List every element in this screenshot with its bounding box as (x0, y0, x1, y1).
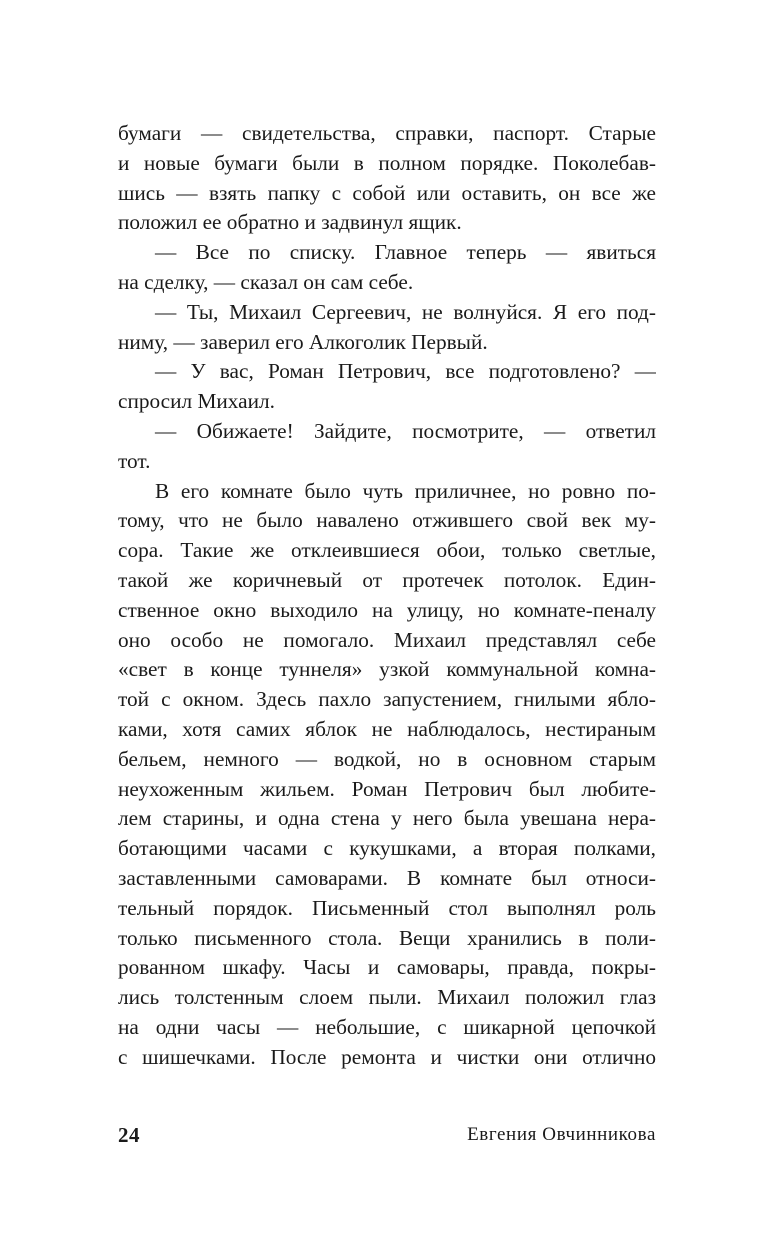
text-line: оно особо не помогало. Михаил представлял себе (118, 627, 656, 652)
text-line: — У вас, Роман Петрович, все подготовлено? — (155, 359, 656, 384)
text-line: «свет в конце туннеля» узкой коммунальной комна- (118, 657, 656, 682)
text-line: ственное окно выходило на улицу, но комнате-пеналу (118, 597, 656, 622)
page-number: 24 (118, 1123, 140, 1147)
text-line: ниму, — заверил его Алкоголик Первый. (118, 329, 488, 354)
text-line: тот. (118, 448, 151, 473)
text-line: той с окном. Здесь пахло запустением, гнилыми ябло- (118, 687, 656, 712)
text-line: бельем, немного — водкой, но в основном старым (118, 746, 656, 771)
text-line: с шишечками. После ремонта и чистки они отлично (118, 1044, 656, 1069)
text-line: сора. Такие же отклеившиеся обои, только светлые, (118, 538, 656, 563)
text-line: тельный порядок. Письменный стол выполнял роль (118, 895, 656, 920)
text-line: такой же коричневый от протечек потолок. Един- (118, 567, 656, 592)
text-line: — Обижаете! Зайдите, посмотрите, — ответил (155, 418, 656, 443)
text-line: В его комнате было чуть приличнее, но ровно по- (155, 478, 656, 503)
text-line: бумаги — свидетельства, справки, паспорт. Старые (118, 121, 656, 145)
text-line: и новые бумаги были в полном порядке. Поколебав- (118, 150, 656, 175)
text-line: лем старины, и одна стена у него была увешана нера- (118, 806, 656, 831)
text-line: ботающими часами с кукушками, а вторая полками, (118, 836, 656, 861)
running-footer-author: Евгения Овчинникова (467, 1124, 656, 1145)
text-line: только письменного стола. Вещи хранились в поли- (118, 925, 656, 950)
text-line: — Все по списку. Главное теперь — явиться (155, 240, 656, 265)
text-line: лись толстенным слоем пыли. Михаил положил глаз (118, 985, 656, 1010)
text-line: спросил Михаил. (118, 389, 275, 414)
text-line: — Ты, Михаил Сергеевич, не волнуйся. Я его под- (155, 299, 656, 324)
page-body-text (118, 119, 656, 1073)
text-line: на одни часы — небольшие, с шикарной цепочкой (118, 1014, 656, 1039)
text-line: положил ее обратно и задвинул ящик. (118, 210, 462, 235)
text-line: шись — взять папку с собой или оставить, он все же (118, 180, 656, 205)
text-line: ками, хотя самих яблок не наблюдалось, нестираным (118, 716, 656, 741)
text-line: на сделку, — сказал он сам себе. (118, 269, 414, 294)
text-line: заставленными самоварами. В комнате был относи- (118, 865, 656, 890)
text-line: неухоженным жильем. Роман Петрович был любите- (118, 776, 656, 801)
text-line: тому, что не было навалено отжившего свой век му- (118, 508, 656, 533)
text-line: рованном шкафу. Часы и самовары, правда, покры- (118, 955, 656, 980)
page-footer (118, 1120, 656, 1150)
